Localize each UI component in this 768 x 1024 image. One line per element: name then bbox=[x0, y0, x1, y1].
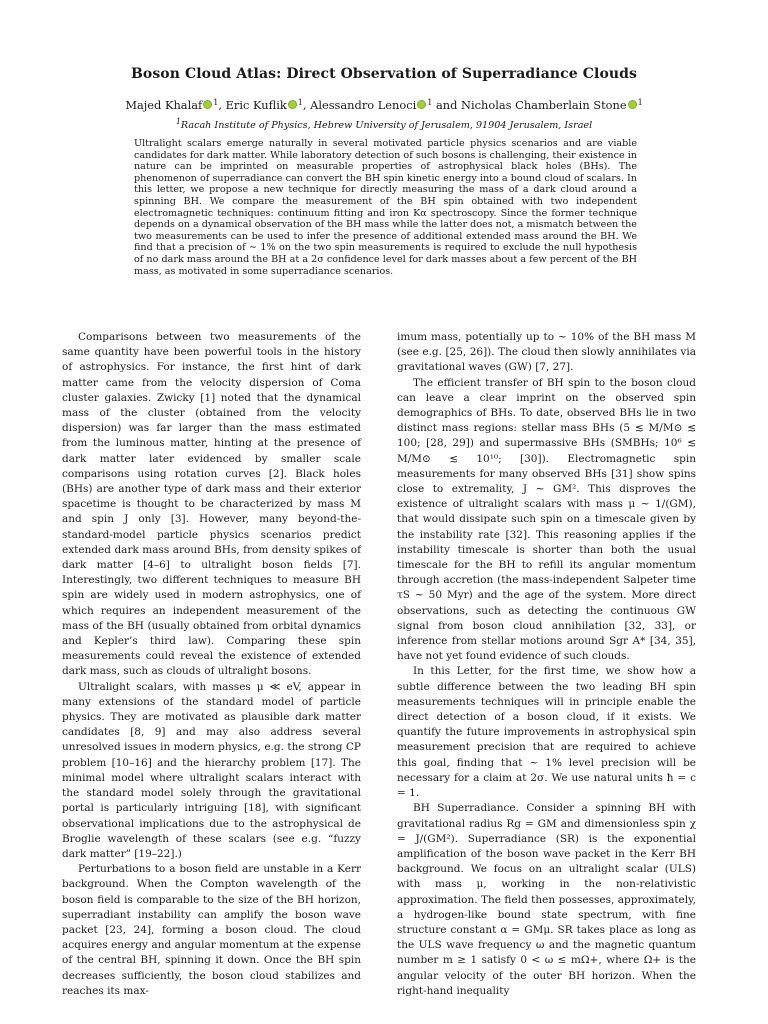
paragraph: The efficient transfer of BH spin to the boson cloud can leave a clear imprint on the observed spin demographics of BHs. To date, observed BHs lie in two distinct mass regions: stellar mass BHs (5 ≲ M/M⊙ ≲ 100; [28, 29]) and supermassive BHs (SMBHs; 10⁶ ≲ M/M⊙ ≲ 10¹⁰; [30]). Electromagnetic spin measurements for many observed BHs [31] show spins close to extremality, J ∼ GM². This disproves the existence of ultralight scalars with mass μ ∼ 1/(GM), that would dissipate such spin on a timescale given by the instability rate [32]. This reasoning applies if the instability timescale is shorter than both the usual timescale for the BH to refill its angular momentum through accretion (the mass-independent Salpeter time τS ∼ 50 Myr) and the age of the system. More direct observations, such as detecting the continuous GW signal from boson cloud annihilation [32, 33], or inference from stellar motions around Sgr A* [34, 35], have not yet found evidence of such clouds. bbox=[397, 376, 696, 663]
author-affil-mark: 1 bbox=[637, 98, 643, 107]
paragraph: Ultralight scalars, with masses μ ≪ eV, appear in many extensions of the standard model of particle physics. They are motivated as plausible dark matter candidates [8, 9] and may also address several unresolved issues in modern physics, e.g. the strong CP problem [10–16] and the hierarchy problem [17]. The minimal model where ultralight scalars interact with the standard model solely through the gravitational portal is particularly intriguing [18], with significant observational implications due to the astrophysical de Broglie wavelength of these scalars (see e.g. “fuzzy dark matter” [19–22].) bbox=[62, 680, 361, 860]
paper-title: Boson Cloud Atlas: Direct Observation of Superradiance Clouds bbox=[130, 66, 638, 82]
orcid-icon[interactable] bbox=[628, 100, 637, 109]
affiliation bbox=[60, 117, 708, 131]
left-column bbox=[62, 330, 361, 999]
affiliation-text: Racah Institute of Physics, Hebrew University of Jerusalem, 91904 Jerusalem, Israel bbox=[180, 120, 593, 131]
author-name: Majed Khalaf bbox=[125, 98, 203, 112]
abstract: Ultralight scalars emerge naturally in several motivated particle physics scenarios and are viable candidates for dark matter. While laboratory detection of such bosons is challenging, their existence in nature can be imprinted on measurable properties of astrophysical black holes (BHs). The phenomenon of superradiance can convert the BH spin kinetic energy into a bound cloud of scalars. In this letter, we propose a new technique for directly measuring the mass of a dark cloud around a spinning BH. We compare the measurement of the BH spin obtained with two independent electromagnetic techniques: continuum fitting and iron Kα spectroscopy. Since the former technique depends on a dynamical observation of the BH mass while the latter does not, a mismatch between the two measurements can be used to infer the presence of additional extended mass around the BH. We find that a precision of ∼ 1% on the two spin measurements is required to exclude the null hypothesis of no dark mass around the BH at a 2σ confidence level for dark masses about a few percent of the BH mass, as motivated in some superradiance scenarios. bbox=[134, 138, 637, 277]
paragraph: In this Letter, for the first time, we show how a subtle difference between the two leading BH spin measurements techniques will in principle enable the direct detection of a boson cloud, if it exists. We quantify the future improvements in astrophysical spin measurement precision that are required to achieve this goal, finding that ∼ 1% level precision will be necessary for a claim at 2σ. We use natural units ħ = c = 1. bbox=[397, 665, 696, 800]
orcid-icon[interactable] bbox=[288, 100, 297, 109]
author-name: Eric Kuflik bbox=[225, 98, 287, 112]
affiliation-mark: 1 bbox=[175, 117, 181, 126]
orcid-icon[interactable] bbox=[203, 100, 212, 109]
author-affil-mark: 1 bbox=[297, 98, 303, 107]
author-name: Alessandro Lenoci bbox=[310, 98, 417, 112]
author-list: Majed Khalaf $^1$, Eric Kuflik $^1$, Alessandro Lenoci $^1$ and Nicholas Chamberlain Stone $^1$ bbox=[125, 98, 643, 112]
orcid-icon[interactable] bbox=[417, 100, 426, 109]
paragraph: Perturbations to a boson field are unstable in a Kerr background. When the Compton wavelength of the boson field is comparable to the size of the BH horizon, superradiant instability can amplify the boson wave packet [23, 24], forming a boson cloud. The cloud acquires energy and angular momentum at the expense of the central BH, spinning it down. Once the BH spin decreases sufficiently, the boson cloud stabilizes and reaches its max- bbox=[62, 863, 361, 997]
paragraph: Comparisons between two measurements of the same quantity have been powerful tools in the history of astrophysics. For instance, the first hint of dark matter came from the velocity dispersion of Coma cluster galaxies. Zwicky [1] noted that the dynamical mass of the cluster (obtained from the velocity dispersion) was far larger than the mass estimated from the luminous matter, hinting at the presence of dark matter later evidenced by smaller scale comparisons using rotation curves [2]. Black holes (BHs) are another type of dark mass and their exterior spacetime is thought to be characterized by mass M and spin J only [3]. However, many beyond-the-standard-model particle physics scenarios predict extended dark mass around BHs, from density spikes of dark matter [4–6] to ultralight boson fields [7]. Interestingly, two different techniques to measure BH spin are widely used in modern astrophysics, one of which requires an independent measurement of the mass of the BH (usually obtained from orbital dynamics and Kepler’s third law). Comparing these spin measurements could reveal the existence of extended dark mass, such as clouds of ultralight bosons. bbox=[62, 331, 361, 678]
author-name: Nicholas Chamberlain Stone bbox=[461, 98, 627, 112]
author-affil-mark: 1 bbox=[213, 98, 219, 107]
author-affil-mark: 1 bbox=[427, 98, 433, 107]
paragraph: imum mass, potentially up to ∼ 10% of the BH mass M (see e.g. [25, 26]). The cloud then slowly annihilates via gravitational waves (GW) [7, 27]. bbox=[397, 331, 696, 374]
paragraph: BH Superradiance. Consider a spinning BH with gravitational radius Rg = GM and dimensionless spin χ = J/(GM²). Superradiance (SR) is the exponential amplification of the boson wave packet in the Kerr BH background. We focus on an ultralight scalar (ULS) with mass μ, working in the non-relativistic approximation. The field then possesses, approximately, a hydrogen-like bound state spectrum, with fine structure constant α = GMμ. SR takes place as long as the ULS wave frequency ω and the magnetic quantum number m ≥ 1 satisfy 0 < ω ≤ mΩ+, where Ω+ is the angular velocity of the outer BH horizon. When the right-hand inequality bbox=[397, 802, 696, 997]
right-column bbox=[397, 330, 696, 999]
